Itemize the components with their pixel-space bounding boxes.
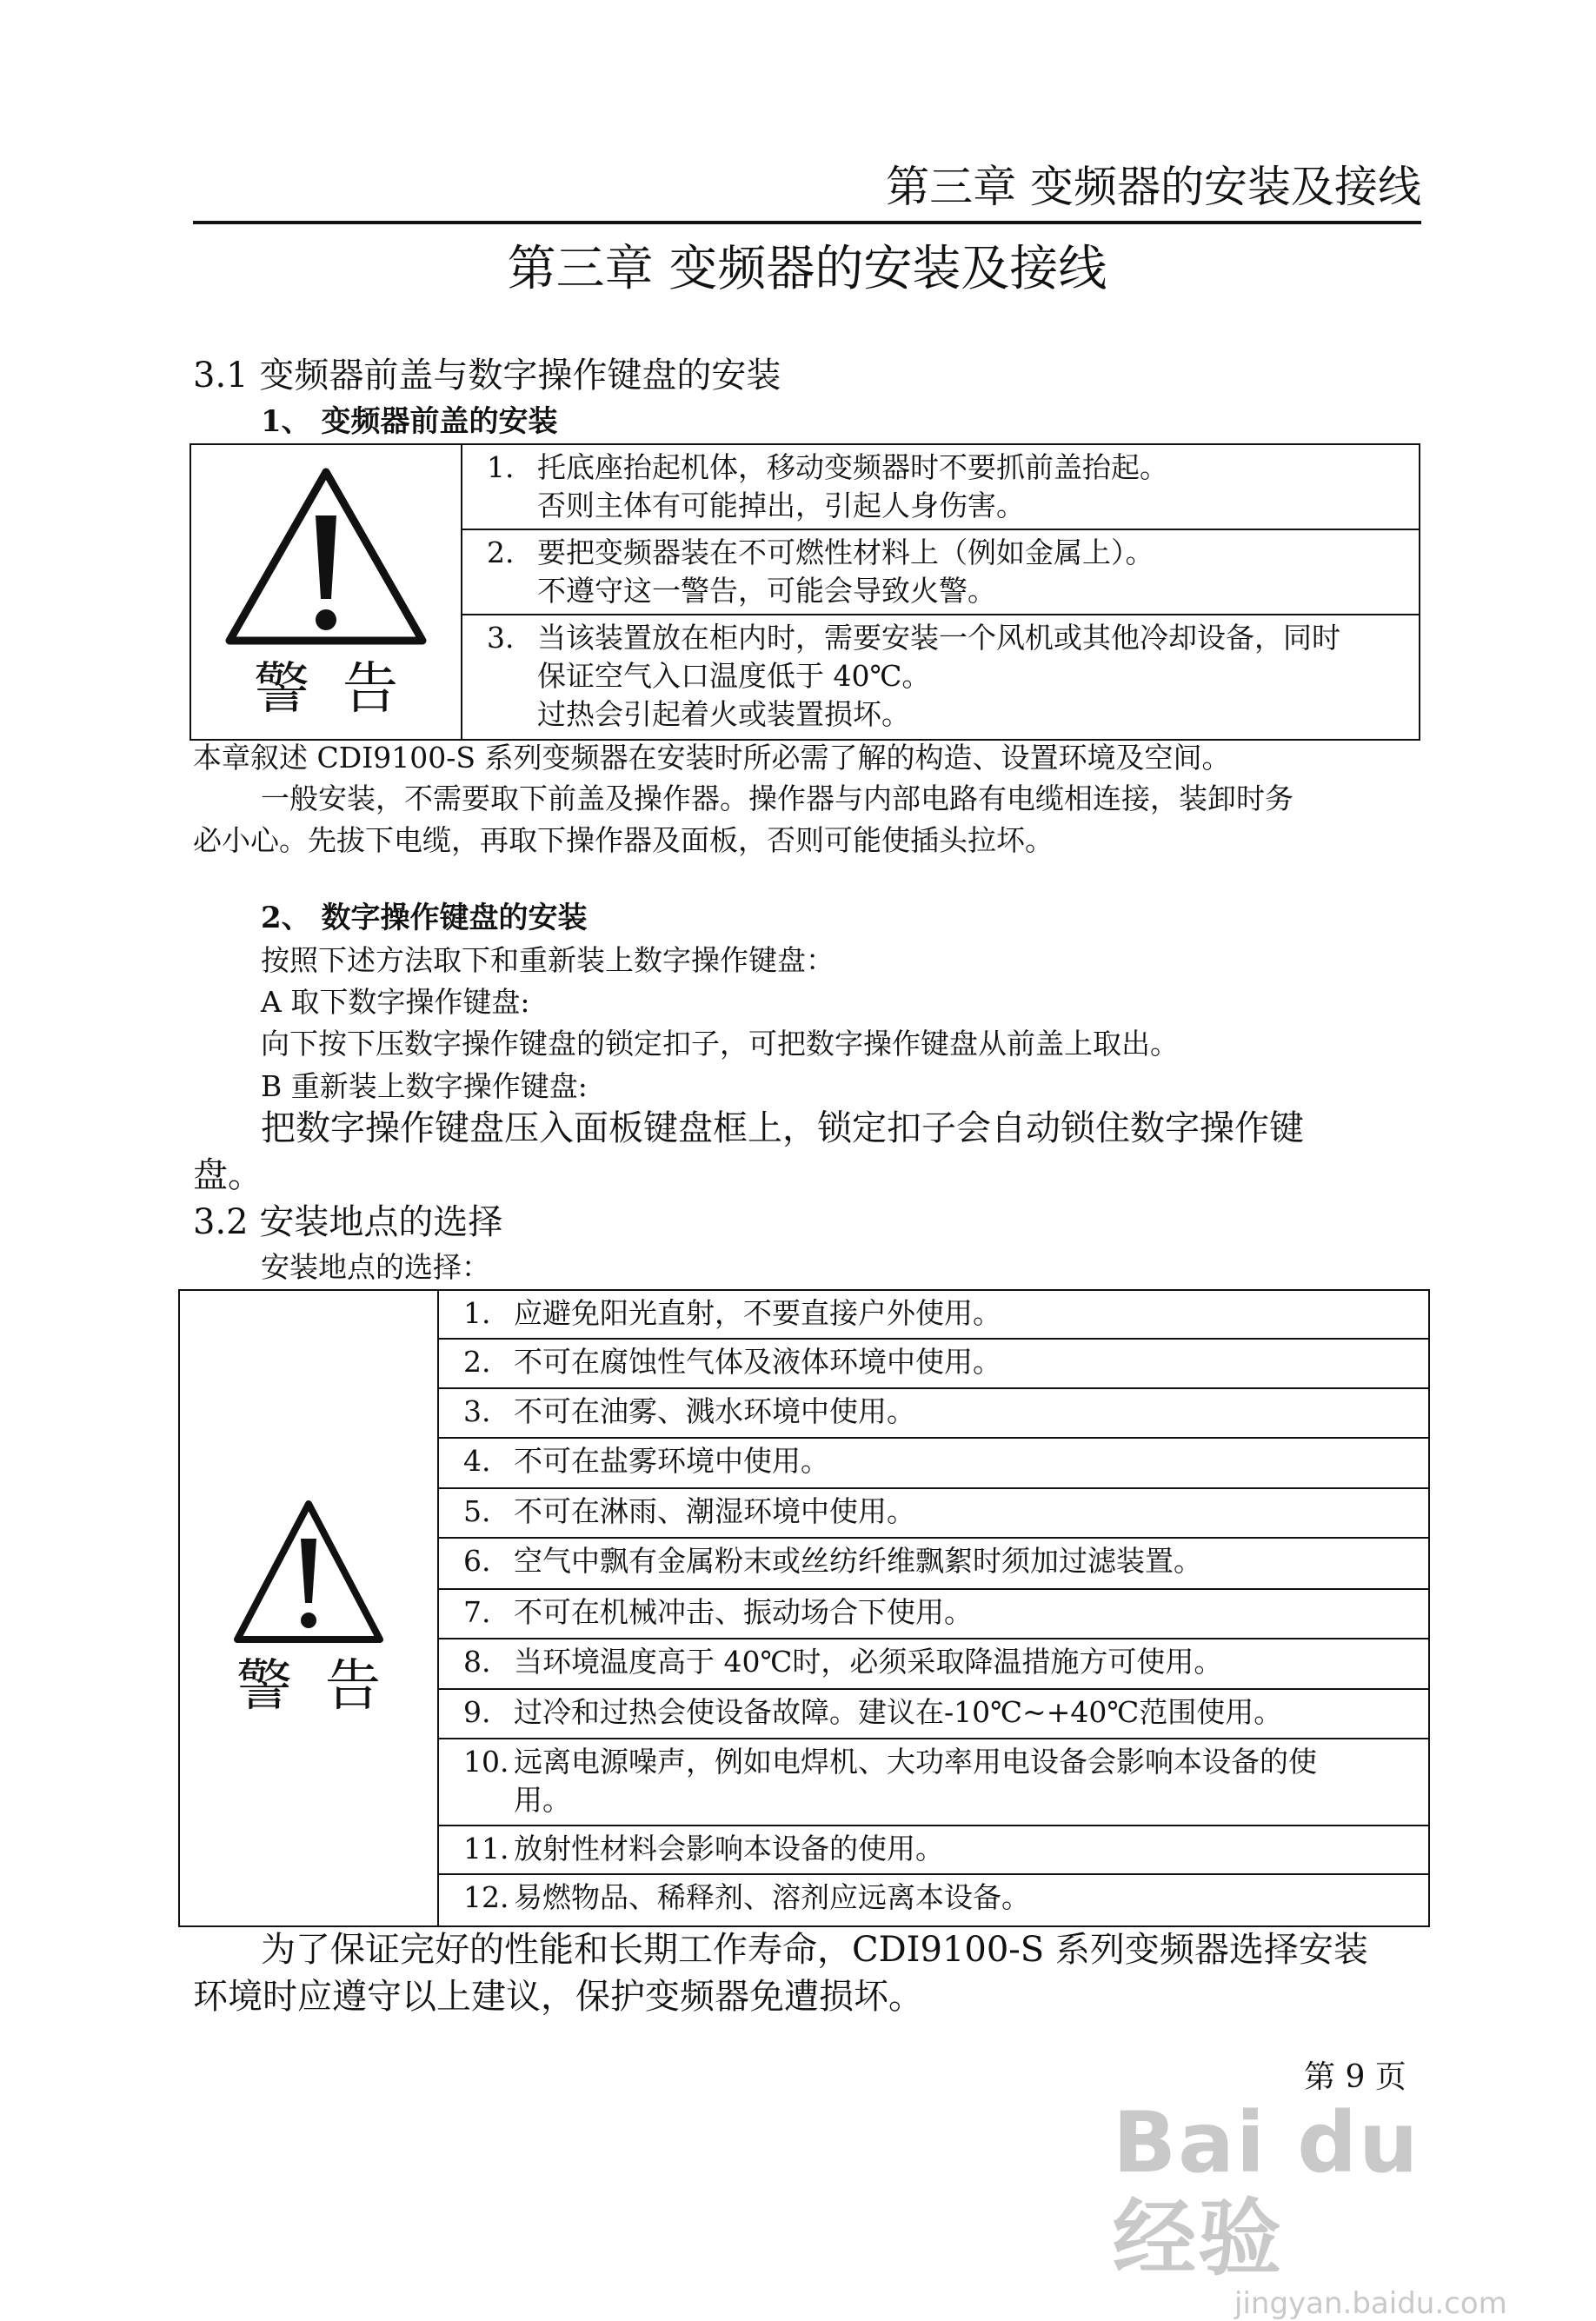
paragraph: 本章叙述 CDI9100-S 系列变频器在安装时所必需了解的构造、设置环境及空间。: [193, 741, 1231, 775]
paragraph: 必小心。先拔下电缆，再取下操作器及面板，否则可能使插头拉坏。: [193, 823, 1054, 857]
page-number: 第 9 页: [1304, 2059, 1406, 2095]
warning-item: 1. 应避免阳光直射，不要直接户外使用。: [438, 1290, 1429, 1339]
warning-item: 2. 不可在腐蚀性气体及液体环境中使用。: [438, 1339, 1429, 1388]
chapter-title: 第三章 变频器的安装及接线: [507, 241, 1107, 297]
warning-item: 5. 不可在淋雨、潮湿环境中使用。: [438, 1488, 1429, 1538]
paragraph: 一般安装，不需要取下前盖及操作器。操作器与内部电路有电缆相连接，装卸时务: [261, 781, 1293, 815]
warning-cell: [179, 1290, 438, 1926]
subsection-1-title: 1、 变频器前盖的安装: [261, 404, 558, 439]
warning-item: 3. 不可在油雾、溅水环境中使用。: [438, 1388, 1429, 1438]
warning-table-location: [178, 1289, 1430, 1927]
warning-item: 12. 易燃物品、稀释剂、溶剂应远离本设备。: [438, 1874, 1429, 1926]
warning-triangle-icon: [217, 460, 435, 651]
paragraph: 按照下述方法取下和重新装上数字操作键盘：: [261, 943, 835, 977]
paragraph: 盘。: [193, 1155, 263, 1195]
warning-cell: [190, 444, 462, 740]
section-3-2-title: 3.2 安装地点的选择: [193, 1202, 503, 1242]
section-3-1-title: 3.1 变频器前盖与数字操作键盘的安装: [193, 356, 781, 396]
warning-label: 警告: [236, 1654, 414, 1719]
warning-item: 8. 当环境温度高于 40℃时，必须采取降温措施方可使用。: [438, 1639, 1429, 1689]
warning-item: 7. 不可在机械冲击、振动场合下使用。: [438, 1589, 1429, 1639]
subsection-2-title: 2、 数字操作键盘的安装: [261, 901, 588, 935]
paragraph: 环境时应遵守以上建议，保护变频器免遭损坏。: [193, 1977, 923, 2017]
warning-triangle-icon: [230, 1495, 387, 1648]
warning-item: 9. 过冷和过热会使设备故障。建议在-10℃~+40℃范围使用。: [438, 1689, 1429, 1739]
warning-item: 6. 空气中飘有金属粉末或丝纺纤维飘絮时须加过滤装置。: [438, 1538, 1429, 1589]
header-rule: [193, 221, 1421, 224]
warning-item: 1. 托底座抬起机体，移动变频器时不要抓前盖抬起。 否则主体有可能掉出，引起人身伤害。: [462, 444, 1420, 529]
step-b-title: B 重新装上数字操作键盘:: [261, 1069, 588, 1103]
paragraph: 为了保证完好的性能和长期工作寿命，CDI9100-S 系列变频器选择安装: [261, 1930, 1368, 1970]
warning-item: 2. 要把变频器装在不可燃性材料上（例如金属上）。 不遵守这一警告，可能会导致火警。: [462, 529, 1420, 615]
paragraph: 安装地点的选择：: [261, 1250, 490, 1284]
baidu-watermark: [1113, 2094, 1521, 2321]
warning-item: 3. 当该装置放在柜内时，需要安装一个风机或其他冷却设备，同时 保证空气入口温度低于 40℃。 过热会引起着火或装置损坏。: [462, 615, 1420, 740]
warning-item: 4. 不可在盐雾环境中使用。: [438, 1438, 1429, 1488]
warning-item: 10. 远离电源噪声，例如电焊机、大功率用电设备会影响本设备的使 用。: [438, 1739, 1429, 1826]
watermark-url: jingyan.baidu.com: [1234, 2286, 1507, 2321]
paragraph: 把数字操作键盘压入面板键盘框上，锁定扣子会自动锁住数字操作键: [261, 1108, 1304, 1148]
warning-table-front-cover: [190, 443, 1420, 741]
warning-label: 警告: [254, 657, 431, 722]
watermark-brand: Bai du 经验: [1113, 2094, 1420, 2287]
step-a-title: A 取下数字操作键盘:: [261, 985, 530, 1019]
warning-item: 11. 放射性材料会影响本设备的使用。: [438, 1826, 1429, 1874]
running-header: 第三章 变频器的安装及接线: [886, 162, 1421, 212]
paragraph: 向下按下压数字操作键盘的锁定扣子，可把数字操作键盘从前盖上取出。: [261, 1027, 1179, 1061]
